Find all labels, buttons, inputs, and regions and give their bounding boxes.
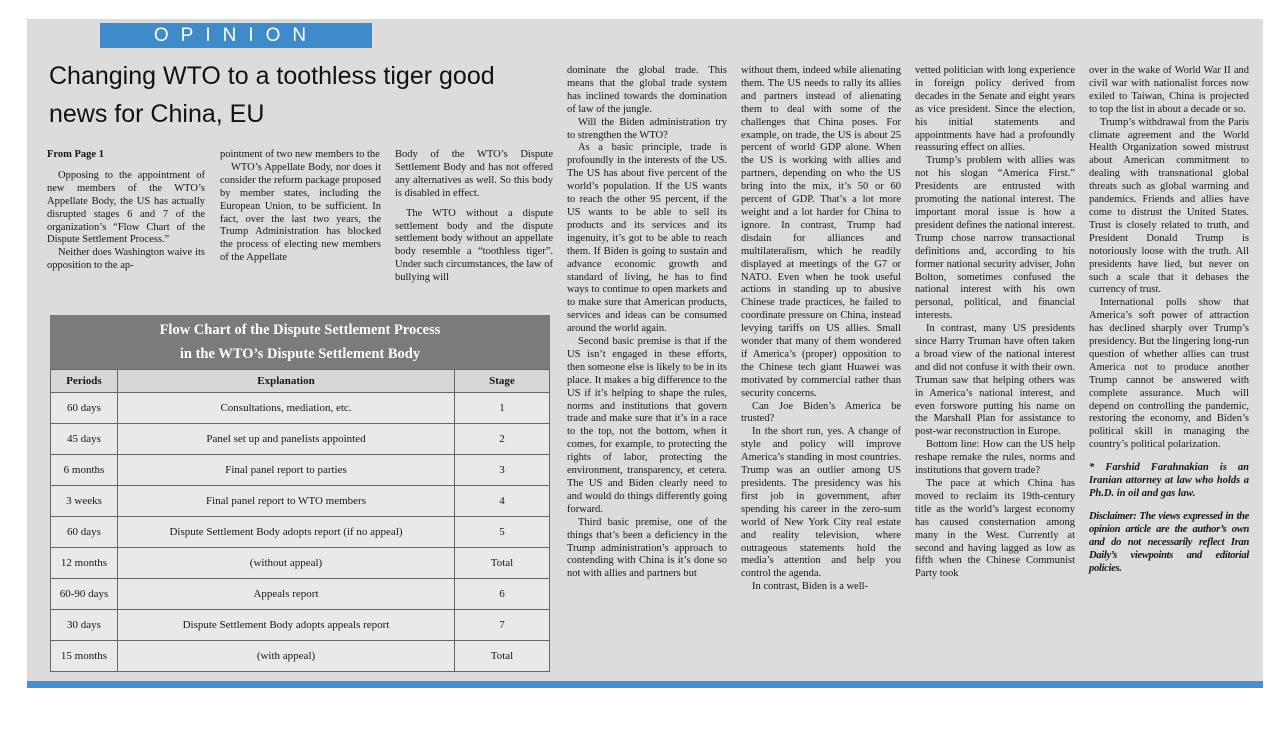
paragraph: Opposing to the appointment of new members of the WTO’s Appellate Body, the US has actually disrupted stages 6 and 7 of the organization’s “Flow Chart of the Dispute Settlement Process.” [47,169,205,246]
table-row [51,610,550,641]
article-column-7 [1089,65,1249,575]
paragraph: without them, indeed while alienating them. The US needs to rally its allies and partners instead of alienating them to deal with some of the challenges that China poses. For example, on trade, the US is about 25 percent of world GDP alone. When the US is working with allies and partners, depending on who the US bring into the mix, it’s 50 or 60 percent of GDP. That’s a lot more weight and a lot harder for China to ignore. In contrast, Trump had disdain for alliances and multilateralism, which he readily displayed at meetings of the G7 or NATO. Even when he took useful actions in standing up to abusive Chinese trade practices, he failed to coordinate pressure on China, instead levying tariffs on US allies. Small wonder that many of them wondered if America’s (proper) opposition to the Chinese tech giant Huawei was motivated by commercial rather than security concerns. [741,65,901,399]
paragraph: Third basic premise, one of the things that’s been a deficiency in the Trump administration’s approach to contending with China is it’s done so not with allies and partners but [567,516,727,580]
newspaper-page [27,19,1263,681]
table-row [51,393,550,424]
cell-stage: 6 [455,579,550,610]
table-row [51,579,550,610]
paragraph: Neither does Washington waive its opposition to the ap- [47,247,205,272]
paragraph: As a basic principle, trade is profoundly in the interests of the US. The US has about five percent of the world’s population. If the US wants to reach the other 95 percent, if the US wants to be able to sell its products and its services and its ingenuity, it’s got to be able to reach them. If Biden is going to sustain and advance economic growth and standard of living, he has to find ways to continue to open markets and to make sure that American products, services and ideas can be consumed around the world again. [567,142,727,335]
table-header-row [51,370,550,393]
flow-table [50,369,550,672]
cell-stage: Total [455,641,550,672]
cell-period: 60 days [51,393,118,424]
header-explanation: Explanation [118,370,455,393]
table-row [51,517,550,548]
paragraph: Trump’s problem with allies was not his slogan “America First.” Presidents are entrusted with promoting the national interest. The important moral issue is how a president defines the national interest. Trump chose narrow transactional definitions and, according to his former national security adviser, John Bolton, sometimes confused the national interest with his own personal, political, and financial interests. [915,155,1075,322]
cell-explanation: Appeals report [118,579,455,610]
paragraph: Can Joe Biden’s America be trusted? [741,400,901,425]
cell-period: 15 months [51,641,118,672]
paragraph: Second basic premise is that if the US isn’t engaged in these efforts, then someone else is likely to be in its place. It makes a big difference to the US if it’s helping to shape the rules, norms and institutions that govern trade and make sure that it’s in a race to the top, not the bottom, when it comes, for example, to protecting the rights of labor, protecting the environment, transparency, et cetera. The US and Biden clearly need to and would do things differently going forward. [567,336,727,515]
table-row [51,486,550,517]
continuation-label: From Page 1 [47,149,104,160]
author-bio: * Farshid Farahnakian is an Iranian attorney at law who holds a Ph.D. in oil and gas law. [1089,462,1249,499]
cell-period: 30 days [51,610,118,641]
cell-explanation: Panel set up and panelists appointed [118,424,455,455]
article-column-4 [567,65,727,581]
cell-stage: 2 [455,424,550,455]
paragraph: The WTO without a dispute settlement body and the dispute settlement body without an appellate body resemble a “toothless tiger”. Under such circumstances, the law of bullying will [395,207,553,284]
paragraph: pointment of two new members to the [220,149,380,160]
table-title [50,315,550,369]
paragraph: In contrast, Biden is a well- [752,581,869,593]
cell-stage: 5 [455,517,550,548]
disclaimer: Disclaimer: The views expressed in the opinion article are the author’s own and do not necessarily reflect Iran Daily’s viewpoints and editorial policies. [1089,510,1249,574]
cell-stage: 4 [455,486,550,517]
cell-explanation: Dispute Settlement Body adopts report (if no appeal) [118,517,455,548]
article-column-6 [915,65,1075,581]
cell-period: 60 days [51,517,118,548]
article-column-5 [741,65,901,594]
table-row [51,455,550,486]
cell-explanation: Final panel report to parties [118,455,455,486]
table-row [51,641,550,672]
headline: Changing WTO to a toothless tiger good news for China, EU [49,62,495,128]
table-row [51,424,550,455]
cell-period: 3 weeks [51,486,118,517]
table-row [51,548,550,579]
paragraph: In contrast, many US presidents since Harry Truman have often taken a broad view of the national interest and did not confuse it with their own. Truman saw that helping others was in America’s national interest, and even forswore putting his name on the Marshall Plan for assistance to post-war reconstruction in Europe. [915,323,1075,438]
cell-period: 60-90 days [51,579,118,610]
cell-stage: Total [455,548,550,579]
paragraph: dominate the global trade. This means that the global trade system has inclined towards the domination of law of the jungle. [567,65,727,115]
cell-explanation: Final panel report to WTO members [118,486,455,517]
cell-explanation: Consultations, mediation, etc. [118,393,455,424]
dispute-flow-table [50,315,550,672]
section-label: OPINION [100,23,372,48]
header-periods: Periods [51,370,118,393]
paragraph: The pace at which China has moved to reclaim its 19th-century title as the world’s largest economy has caused consternation among many in the West. Currently at second and having lagged as low as fifth when the Chinese Communist Party took [915,478,1075,580]
article-column-2 [220,149,381,265]
cell-stage: 7 [455,610,550,641]
cell-period: 6 months [51,455,118,486]
cell-explanation: (without appeal) [118,548,455,579]
article-column-1 [47,149,205,273]
cell-explanation: (with appeal) [118,641,455,672]
cell-period: 45 days [51,424,118,455]
paragraph: In the short run, yes. A change of style and policy will improve America’s standing in most countries. Trump was an outlier among US presidents. The presidency was his first job in government, after spending his career in the zero-sum world of New York City real estate and reality television, where outrageous statements hold the media’s attention and help you control the agenda. [741,426,901,580]
paragraph: International polls show that America’s soft power of attraction has declined sharply over Trump’s presidency. But the lingering long-run question of whether allies can trust America not to produce another Trump cannot be answered with complete assurance. Much will depend on controlling the pandemic, restoring the economy, and Biden’s political skill in managing the country’s political polarization. [1089,297,1249,451]
header-stage: Stage [455,370,550,393]
cell-explanation: Dispute Settlement Body adopts appeals report [118,610,455,641]
cell-stage: 1 [455,393,550,424]
article-column-3 [395,149,553,285]
cell-period: 12 months [51,548,118,579]
cell-stage: 3 [455,455,550,486]
paragraph: vetted politician with long experience in foreign policy derived from decades in the Senate and eight years as vice president. Since the election, his initial statements and appointments have had a profoundly reassuring effect on allies. [915,65,1075,154]
bottom-rule [27,681,1263,688]
paragraph: WTO’s Appellate Body, nor does it consider the reform package proposed by member states, including the European Union, to be sufficient. In fact, over the last two years, the Trump Administration has blocked the process of electing new members of the Appellate [220,161,381,264]
paragraph: Bottom line: How can the US help reshape remake the rules, norms and institutions that govern trade? [915,439,1075,477]
table-title-line-2: in the WTO’s Dispute Settlement Body [179,346,421,362]
paragraph: over in the wake of World War II and civil war with nationalist forces now exiled to Taiwan, China is projected to top the list in about a decade or so. [1089,65,1249,115]
table-title-line-1: Flow Chart of the Dispute Settlement Process [159,322,441,338]
paragraph: Body of the WTO’s Dispute Settlement Body and has not offered any alternatives as well. So this body is disabled in effect. [395,149,553,199]
paragraph: Will the Biden administration try to strengthen the WTO? [567,116,727,141]
paragraph: Trump’s withdrawal from the Paris climate agreement and the World Health Organization sowed mistrust about American commitment to dealing with transnational global threats such as global warming and pandemics. Friends and allies have come to distrust the United States. Trust is closely related to truth, and President Donald Trump is notoriously loose with the truth. All presidents have lied, but never on such a scale that it debases the currency of trust. [1089,116,1249,296]
